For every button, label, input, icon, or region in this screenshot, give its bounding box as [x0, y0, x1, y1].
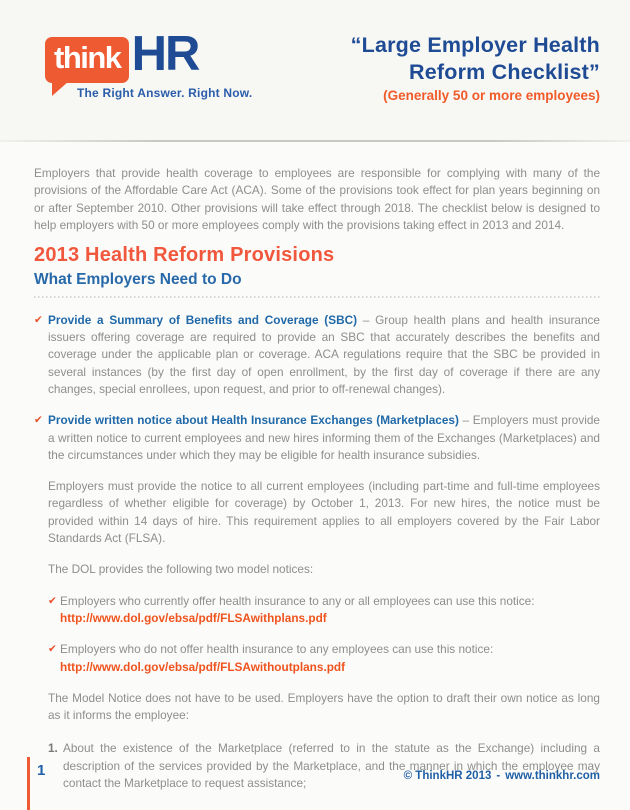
document-subtitle: (Generally 50 or more employees): [383, 88, 600, 103]
footer-copyright: [404, 770, 600, 782]
header-divider: [0, 140, 630, 142]
document-title-line1: “Large Employer Health: [350, 33, 600, 57]
document-header: [0, 0, 630, 142]
model-notice-description: Employers who currently offer health insurance to any or all employees can use this notice:: [60, 593, 535, 608]
page-number: 1: [37, 762, 46, 779]
logo-speech-bubble-icon: [45, 37, 129, 83]
checkmark-icon: ✔: [34, 313, 43, 326]
dol-without-plans-link[interactable]: http://www.dol.gov/ebsa/pdf/FLSAwithoutplans.pdf: [60, 659, 346, 674]
dotted-divider: [34, 296, 600, 298]
checklist-item-text: [48, 312, 600, 398]
section-heading: 2013 Health Reform Provisions: [34, 244, 335, 267]
checklist-item-exchange-notice: [34, 412, 600, 464]
model-notice-paragraph: The Model Notice does not have to be used. Employers have the option to draft their own notice as long as it informs the employee:: [48, 690, 600, 723]
checkmark-icon: ✔: [34, 414, 43, 427]
checklist-item-separator: –: [458, 413, 473, 428]
checklist-item-lead: Provide written notice about Health Insurance Exchanges (Marketplaces): [48, 413, 459, 428]
website-link[interactable]: www.thinkhr.com: [505, 770, 600, 782]
footer-accent-bar: [27, 757, 30, 810]
checklist-item-body: Group health plans and health insurance issuers offering coverage are required to provide an SBC that accurately describes the benefits and coverage under the applicable plan or coverage. ACA regulations require that the SBC be provided in several instances (by the first day of open enrollment, by the first day of coverage if there are any changes, special enrollees, upon request, and prior to off-renewal changes).: [48, 312, 600, 396]
model-notice-description: Employers who do not offer health insurance to any employees can use this notice:: [60, 642, 494, 657]
document-title-line2: Reform Checklist”: [409, 60, 600, 84]
checkmark-icon: ✔: [48, 594, 57, 607]
numbered-item-text: About the existence of the Marketplace (referred to in the statute as the Exchange) including a description of the services provided by the Marketplace, and the manner in which the employee may contact the Marketplace to request assistance;: [63, 741, 600, 791]
checklist-item-sbc: [34, 312, 600, 398]
title-block: [351, 30, 600, 103]
logo-hr-text: HR: [131, 27, 199, 81]
numbered-item-1: [48, 740, 600, 792]
copyright-text: © ThinkHR 2013: [403, 770, 492, 782]
logo-tagline: The Right Answer. Right Now.: [77, 86, 253, 100]
notice-timing-paragraph: Employers must provide the notice to all current employees (including part-time and full-time employees regardless of whether eligible for coverage) by October 1, 2013. For new hires, the notice must be provided within 14 days of hire. This requirement applies to all employers covered by the Fair Labor Standards Act (FLSA).: [48, 479, 600, 546]
model-notice-text: [60, 641, 493, 676]
footer-separator: -: [496, 770, 501, 782]
dol-provides-paragraph: The DOL provides the following two model notices:: [48, 562, 314, 577]
checklist-item-lead: Provide a Summary of Benefits and Coverage (SBC): [48, 312, 358, 327]
numbered-item-number: 1.: [48, 741, 58, 756]
thinkhr-logo: [45, 27, 253, 100]
model-notice-without-plans-item: [48, 641, 600, 676]
intro-paragraph: Employers that provide health coverage to employees are responsible for complying with many of the provisions of the Affordable Care Act (ACA). Some of the provisions took effect for plan years beginning on or after September 2010. Other provisions will take effect through 2018. The checklist below is designed to help employers with 50 or more employees comply with the provisions taking effect in 2013 and 2014.: [34, 166, 600, 232]
section-subheading: What Employers Need to Do: [34, 271, 242, 289]
checklist-item-separator: –: [357, 312, 376, 327]
model-notice-text: [60, 593, 535, 628]
model-notice-with-plans-item: [48, 593, 600, 628]
checklist-item-text: [48, 412, 600, 464]
checklist-item-body: Employers must provide a written notice to current employees and new hires informing them of the Exchanges (Marketplaces) and the circumstances under which they may be eligible for health insurance subsidies.: [48, 413, 600, 462]
checkmark-icon: ✔: [48, 643, 57, 656]
logo-think-text: think: [54, 40, 121, 75]
dol-with-plans-link[interactable]: http://www.dol.gov/ebsa/pdf/FLSAwithplans.pdf: [60, 610, 327, 625]
document-body: [0, 142, 630, 792]
